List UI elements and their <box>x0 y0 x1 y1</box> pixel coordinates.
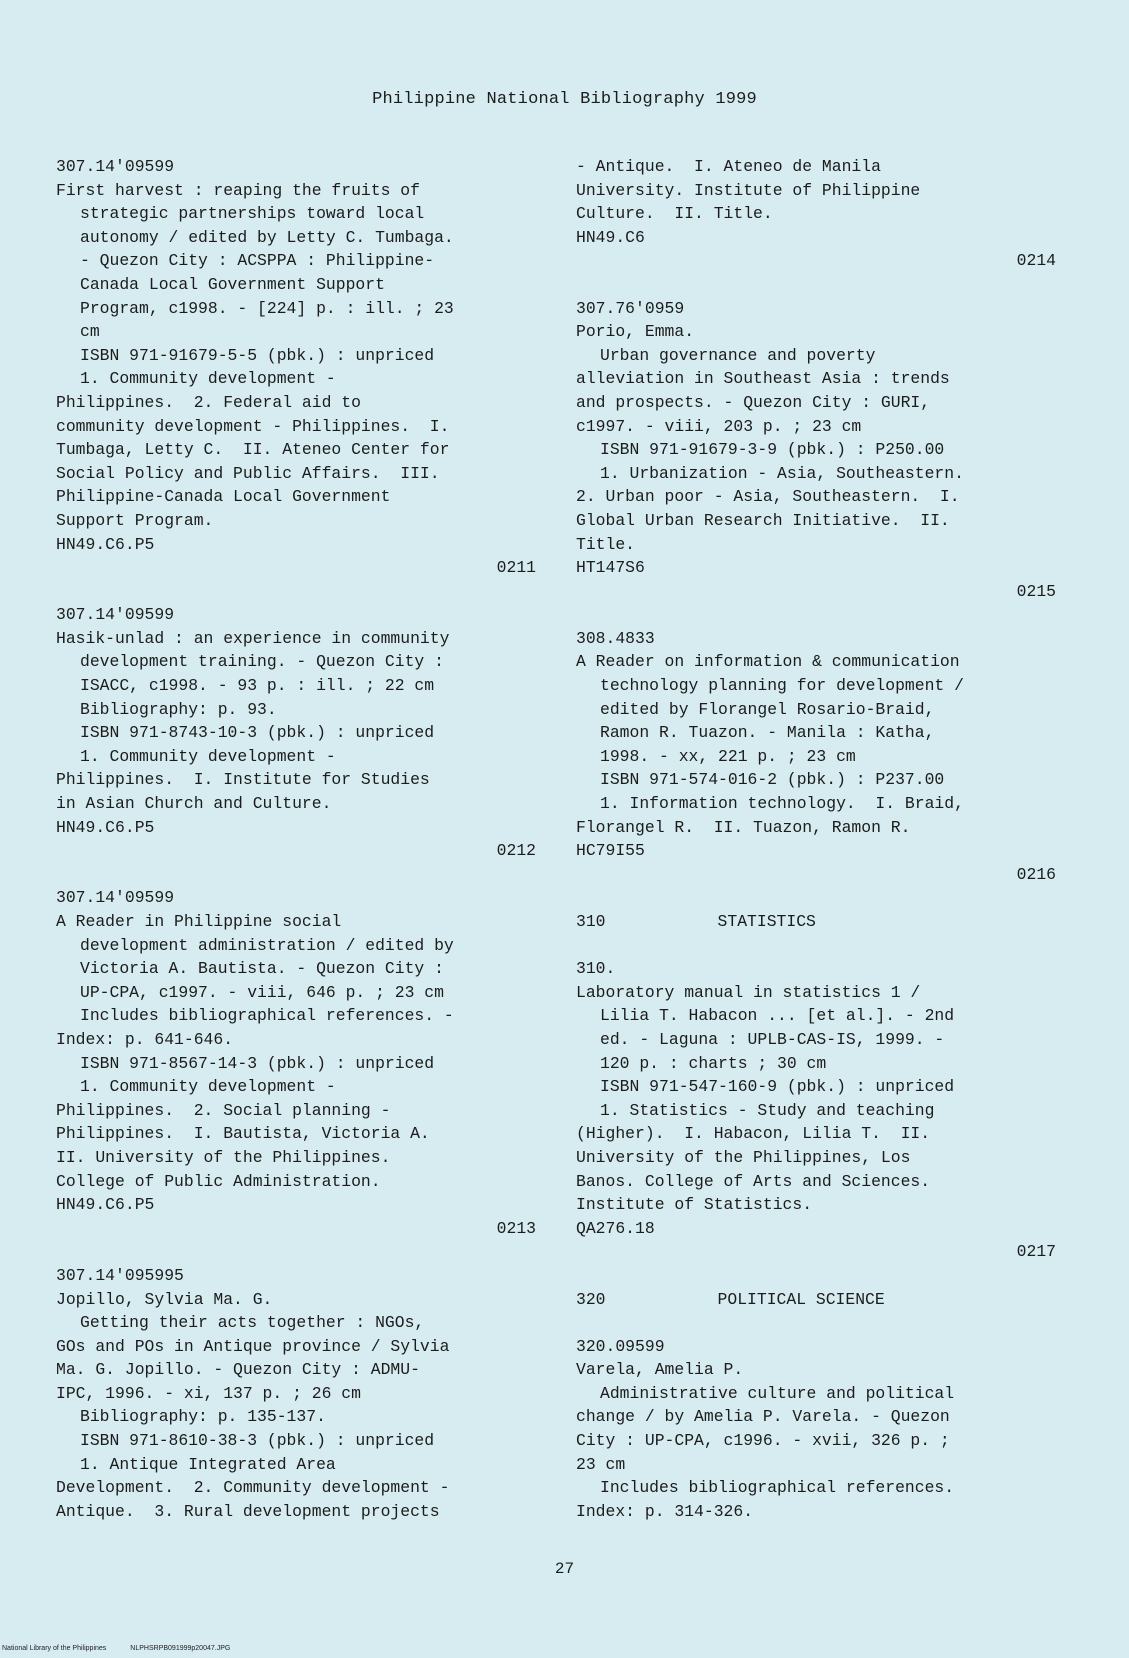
entry-line: Laboratory manual in statistics 1 / <box>576 982 921 1002</box>
entry-line: University of the Philippines, Los <box>576 1147 911 1167</box>
entry-line: Title. <box>576 534 636 554</box>
bibliography-entry <box>56 155 536 580</box>
entry-line: community development - Philippines. I. <box>56 416 450 436</box>
entry-line: Victoria A. Bautista. - Quezon City : <box>80 959 444 979</box>
entry-line: 307.14'09599 <box>56 605 175 625</box>
entry-number: 0217 <box>1016 1242 1056 1262</box>
entry-number: 0213 <box>496 1218 536 1238</box>
entry-line: Urban governance and poverty <box>600 345 876 365</box>
entry-line: Includes bibliographical references. - <box>80 1006 454 1026</box>
entry-number: 0214 <box>1016 251 1056 271</box>
entry-line: Index: p. 314-326. <box>576 1501 754 1521</box>
footer-library: National Library of the Philippines <box>2 1645 107 1652</box>
entry-line: development administration / edited by <box>80 935 454 955</box>
entry-line: Lilia T. Habacon ... [et al.]. - 2nd <box>600 1006 955 1026</box>
entry-line: ed. - Laguna : UPLB-CAS-IS, 1999. - <box>600 1029 945 1049</box>
entry-line: HN49.C6.P5 <box>56 1195 155 1215</box>
entry-line: Banos. College of Arts and Sciences. <box>576 1171 931 1191</box>
entry-line: 1. Urbanization - Asia, Southeastern. <box>600 463 964 483</box>
entry-line: Canada Local Government Support <box>80 274 385 294</box>
entry-line: Antique. 3. Rural development projects <box>56 1501 440 1521</box>
entry-line: 310. <box>576 959 616 979</box>
entry-line: Porio, Emma. <box>576 322 695 342</box>
entry-line: Jopillo, Sylvia Ma. G. <box>56 1289 273 1309</box>
entry-line: Culture. II. Title. <box>576 204 773 224</box>
entry-line: Florangel R. II. Tuazon, Ramon R. <box>576 817 911 837</box>
entry-line: II. University of the Philippines. <box>56 1147 391 1167</box>
entry-line: technology planning for development / <box>600 676 964 696</box>
section-heading <box>576 910 1056 934</box>
entry-line: Bibliography: p. 93. <box>80 699 277 719</box>
entry-line: Philippines. I. Bautista, Victoria A. <box>56 1124 430 1144</box>
entry-line: (Higher). I. Habacon, Lilia T. II. <box>576 1124 931 1144</box>
bibliography-entry <box>576 1288 1056 1524</box>
entry-line: City : UP-CPA, c1996. - xvii, 326 p. ; <box>576 1431 950 1451</box>
entry-line: 320.09599 <box>576 1336 665 1356</box>
entry-line: GOs and POs in Antique province / Sylvia <box>56 1336 450 1356</box>
entry-line: 307.14'09599 <box>56 157 175 176</box>
entry-line: QA276.18 <box>576 1218 655 1238</box>
entry-line: Administrative culture and political <box>600 1383 955 1403</box>
entry-line: and prospects. - Quezon City : GURI, <box>576 392 931 412</box>
page-number: 27 <box>554 1560 575 1578</box>
page-header: Philippine National Bibliography 1999 <box>372 90 757 109</box>
entry-line: ISBN 971-547-160-9 (pbk.) : unpriced <box>600 1077 955 1097</box>
bibliography-entry <box>56 886 536 1240</box>
section-code: 310 <box>576 912 606 931</box>
entry-line: HT147S6 <box>576 558 645 578</box>
entry-line: Hasik-unlad : an experience in community <box>56 628 450 648</box>
entry-line: 23 cm <box>576 1454 626 1474</box>
entry-line: in Asian Church and Culture. <box>56 794 332 814</box>
entry-number: 0215 <box>1016 581 1056 601</box>
entry-line: c1997. - viii, 203 p. ; 23 cm <box>576 416 862 436</box>
entry-line: Philippines. 2. Social planning - <box>56 1100 391 1120</box>
entry-line: 1. Community development - <box>80 746 336 766</box>
entry-line: Index: p. 641-646. <box>56 1029 234 1049</box>
entry-line: 2. Urban poor - Asia, Southeastern. I. <box>576 487 960 507</box>
entry-number: 0212 <box>496 841 536 861</box>
bibliography-entry <box>576 627 1056 887</box>
entry-line: change / by Amelia P. Varela. - Quezon <box>576 1407 950 1427</box>
entry-line: Social Policy and Public Affairs. III. <box>56 463 440 483</box>
entry-line: Tumbaga, Letty C. II. Ateneo Center for <box>56 440 450 460</box>
entry-line: 307.14'09599 <box>56 888 175 908</box>
entry-line: - Antique. I. Ateneo de Manila <box>576 157 881 176</box>
footer-file: NLPHSRPB091999p20047.JPG <box>130 1645 231 1652</box>
entry-line: Includes bibliographical references. <box>600 1478 955 1498</box>
entry-line: Program, c1998. - [224] p. : ill. ; 23 <box>80 298 454 318</box>
entry-line: Ma. G. Jopillo. - Quezon City : ADMU- <box>56 1360 420 1380</box>
entry-line: Support Program. <box>56 510 214 530</box>
entry-number: 0211 <box>496 558 536 578</box>
entry-line: alleviation in Southeast Asia : trends <box>576 369 950 389</box>
entry-line: ISBN 971-8567-14-3 (pbk.) : unpriced <box>80 1053 435 1073</box>
entry-line: ISACC, c1998. - 93 p. : ill. ; 22 cm <box>80 676 435 696</box>
entry-line: edited by Florangel Rosario-Braid, <box>600 699 935 719</box>
entry-line: 307.76'0959 <box>576 298 685 318</box>
entry-line: development training. - Quezon City : <box>80 652 444 672</box>
entry-line: 307.14'095995 <box>56 1265 184 1285</box>
entry-line: Development. 2. Community development - <box>56 1478 450 1498</box>
entry-line: Varela, Amelia P. <box>576 1360 744 1380</box>
left-column <box>56 155 536 1523</box>
entry-line: 1. Community development - <box>80 369 336 389</box>
entry-line: HN49.C6.P5 <box>56 817 155 837</box>
entry-line: HN49.C6.P5 <box>56 534 155 554</box>
entry-line: 1. Antique Integrated Area <box>80 1454 336 1474</box>
entry-line: ISBN 971-8743-10-3 (pbk.) : unpriced <box>80 723 435 743</box>
bibliography-entry <box>576 297 1056 604</box>
entry-line: Ramon R. Tuazon. - Manila : Katha, <box>600 723 935 743</box>
entry-line: Global Urban Research Initiative. II. <box>576 510 950 530</box>
bibliography-entry <box>576 155 1056 273</box>
entry-line: ISBN 971-91679-5-5 (pbk.) : unpriced <box>80 345 435 365</box>
entry-line: strategic partnerships toward local <box>80 204 425 224</box>
entry-line: 1. Community development - <box>80 1077 336 1097</box>
entry-line: College of Public Administration. <box>56 1171 381 1191</box>
entry-line: 308.4833 <box>576 628 655 648</box>
entry-line: Getting their acts together : NGOs, <box>80 1313 425 1333</box>
entry-line: HN49.C6 <box>576 227 645 247</box>
entry-line: A Reader on information & communication <box>576 652 960 672</box>
entry-line: University. Institute of Philippine <box>576 180 921 200</box>
entry-line: Philippines. 2. Federal aid to <box>56 392 361 412</box>
entry-line: A Reader in Philippine social <box>56 912 342 931</box>
entry-line: autonomy / edited by Letty C. Tumbaga. <box>80 227 454 247</box>
bibliography-entry <box>576 910 1056 1264</box>
bibliography-entry <box>56 603 536 863</box>
entry-line: ISBN 971-8610-38-3 (pbk.) : unpriced <box>80 1431 435 1451</box>
entry-line: - Quezon City : ACSPPA : Philippine- <box>80 251 435 271</box>
entry-line: HC79I55 <box>576 841 645 861</box>
scan-footer <box>2 1645 254 1652</box>
entry-line: cm <box>80 322 100 342</box>
section-name: POLITICAL SCIENCE <box>717 1289 885 1309</box>
entry-line: Philippine-Canada Local Government <box>56 487 391 507</box>
entry-line: 1. Information technology. I. Braid, <box>600 794 964 814</box>
entry-line: Philippines. I. Institute for Studies <box>56 770 430 790</box>
bibliography-entry <box>56 1264 536 1524</box>
entry-line: ISBN 971-91679-3-9 (pbk.) : P250.00 <box>600 440 945 460</box>
entry-line: IPC, 1996. - xi, 137 p. ; 26 cm <box>56 1383 361 1403</box>
entry-line: ISBN 971-574-016-2 (pbk.) : P237.00 <box>600 770 945 790</box>
section-heading <box>576 1288 1056 1312</box>
entry-line: 1998. - xx, 221 p. ; 23 cm <box>600 746 856 766</box>
entry-line: First harvest : reaping the fruits of <box>56 180 420 200</box>
entry-line: Bibliography: p. 135-137. <box>80 1407 326 1427</box>
entry-line: Institute of Statistics. <box>576 1195 813 1215</box>
entry-number: 0216 <box>1016 864 1056 884</box>
section-name: STATISTICS <box>717 912 816 931</box>
right-column <box>576 155 1056 1523</box>
entry-line: UP-CPA, c1997. - viii, 646 p. ; 23 cm <box>80 982 444 1002</box>
entry-line: 1. Statistics - Study and teaching <box>600 1100 935 1120</box>
section-code: 320 <box>576 1289 606 1309</box>
entry-line: 120 p. : charts ; 30 cm <box>600 1053 827 1073</box>
